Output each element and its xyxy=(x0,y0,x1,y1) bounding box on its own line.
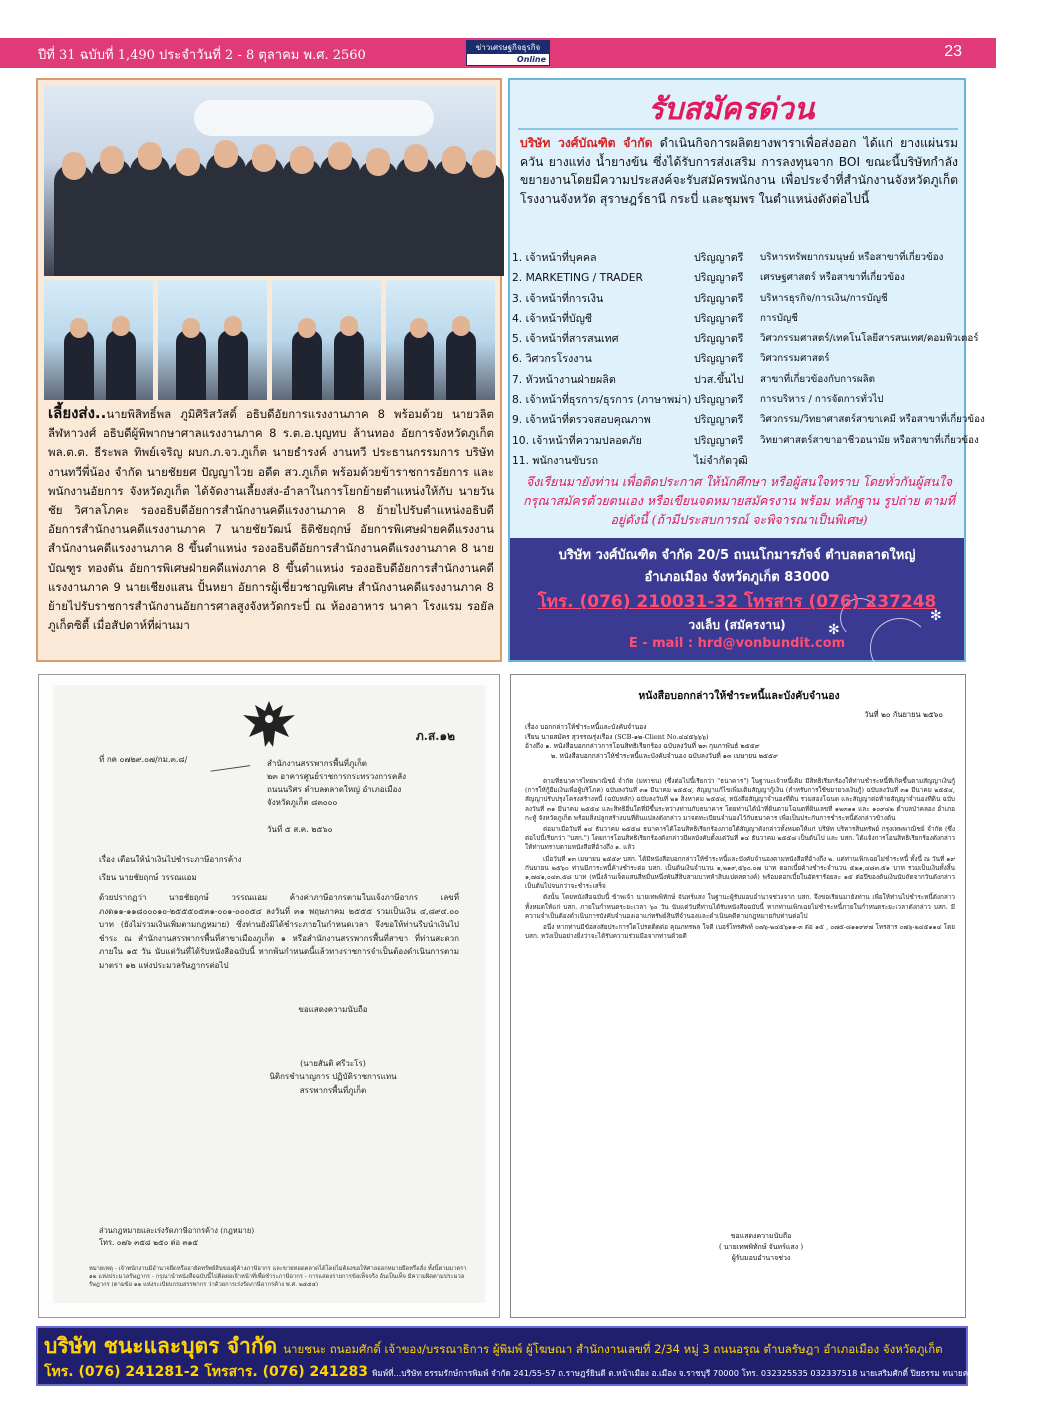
signature-block xyxy=(253,1003,413,1097)
title-divider xyxy=(518,128,958,130)
page-header xyxy=(0,38,996,68)
position-name: 9. เจ้าหน้าที่ตรวจสอบคุณภาพ xyxy=(512,413,651,427)
position-degree: ปริญญาตรี xyxy=(694,393,744,407)
letter-notes: หมายเหตุ - เจ้าพนักงานมีอำนาจยึดหรืออายัดทรัพย์สินของผู้ค้างภาษีอากร และขายทอดตลาดได้โดยไม่ต้องขอให้ศาลออกหมายยึดหรือสั่ง ทั้งนี้ตามมาตรา ๑๒ แห่งประมวลรัษฎากร - กรุณานำหนังสือฉบับนี้ไปติดต่อเจ้าหน้าที่เพื่อชำระภาษีอากร - การแสดงรายการข้อเท็จจริง อันเป็นเท็จ มีความผิดตามประมวลรัษฎากร (ตามข้อ ๑๑ แห่งระเบียบกรมสรรพากร ว่าด้วยการเร่งรัดภาษีอากรค้าง พ.ศ. ๒๕๕๕) xyxy=(89,1266,467,1288)
position-degree: ปริญญาตรี xyxy=(694,311,744,325)
small-photo xyxy=(272,280,381,400)
position-name: 5. เจ้าหน้าที่สารสนเทศ xyxy=(512,332,619,346)
position-field: บริหารทรัพยากรมนุษย์ หรือสาขาที่เกี่ยวข้อง xyxy=(760,252,944,263)
job-ad xyxy=(508,78,985,662)
list-item xyxy=(512,410,985,430)
small-photos xyxy=(44,280,496,400)
footer-phone: โทร. ๐๗๖ ๓๕๘ ๒๕๐ ต่อ ๓๑๕ xyxy=(99,1238,199,1247)
list-item xyxy=(512,349,964,369)
position-degree: ปริญญาตรี xyxy=(694,413,744,427)
caption-text: นายพิสิทธิ์พล ภูมิศิริสวัสดิ์ อธิบดีอัยการแรงงานภาค 8 พร้อมด้วย นายวลิต ลีฬหาวงศ์ อธิบดีผู้พิพากษาศาลแรงงานภาค 8 ร.ต.อ.บุญทบ ล้านทอง อัยการจังหวัดภูเก็ต พล.ต.ต. ธีระพล ทิพย์เจริญ ผบก.ภ.จว.ภูเก็ต นายธำรงค์ งานทวี ประธานกรรมการ บริษัท งานทวีพี่น้อง จำกัด นายชัยยศ ปัญญาไวย อดีต สว.ภูเก็ต พร้อมด้วยข้าราชการอัยการ และพนักงานอัยการ จังหวัดภูเก็ต ได้จัดงานเลี้ยงส่ง-อำลาในการโยกย้ายตำแหน่งให้กับ นายวันชัย วิศาลโภคะ รองอธิบดีอัยการสำนักงานคดีแรงงานภาค 8 ย้ายไปรับตำแหน่งอธิบดีอัยการสำนักงานคดีแรงงานภาค 7 นายชัยวัฒน์ ธิติชัยฤกษ์ อัยการพิเศษฝ่ายคดีแรงงาน สำนักงานคดีแรงงานภาค 8 ขึ้นตำแหน่ง รองอธิบดีอัยการสำนักงานคดีแรงงานภาค 8 นายบัณฑูร ทองตัน อัยการพิเศษฝ่ายคดีแพ่งภาค 8 ขึ้นตำแหน่ง รองอธิบดีอัยการสำนักงานคดีแรงงานภาค 9 นายเชียงแสน ปั้นหยา อัยการผู้เชี่ยวชาญพิเศษ สำนักงานคดีแรงงานภาค 8 ย้ายไปรับราชการสำนักงานอัยการศาลสูงจังหวัดกระบี่ ณ ห้องอาหาร นาคา โรงแรม รอยัลภูเก็ตซิตี้ เมื่อสัปดาห์ที่ผ่านมา xyxy=(48,407,494,633)
star-decoration: ✻ xyxy=(828,622,840,638)
demand-letter-body xyxy=(525,777,955,1217)
publisher-phone: โทร. (076) 241281-2 โทรสาร. (076) 241283 xyxy=(44,1364,368,1380)
list-item xyxy=(512,431,979,451)
signer-title: นิติกรชำนาญการ ปฏิบัติราชการแทน xyxy=(269,1072,397,1081)
logo-title: ข่าวเศรษฐกิจธุรกิจ xyxy=(467,41,549,54)
photo-caption xyxy=(48,404,494,654)
tax-letter xyxy=(38,674,500,1318)
job-ad-intro xyxy=(520,134,958,246)
address-line: จังหวัดภูเก็ต ๘๓๐๐๐ xyxy=(267,798,338,807)
ref-line: อ้างถึง ๑. หนังสือบอกกล่าวการโอนสิทธิเรียกร้อง ฉบับลงวันที่ ๒๓ กุมภาพันธ์ ๒๕๕๙ xyxy=(525,742,760,751)
small-photo xyxy=(44,280,153,400)
job-ad-title: รับสมัครด่วน xyxy=(648,92,815,127)
position-degree: ปริญญาตรี xyxy=(694,332,744,346)
position-name: 2. MARKETING / TRADER xyxy=(512,271,643,285)
contact-person: วงเล็บ (สมัครงาน) xyxy=(688,618,786,632)
position-degree: ปริญญาตรี xyxy=(694,352,744,366)
page-number: 23 xyxy=(944,43,962,60)
list-item xyxy=(512,268,964,288)
list-item xyxy=(512,390,964,410)
positions-list xyxy=(512,248,985,471)
demand-letter-header xyxy=(525,723,955,761)
signer-name: (นายสันติ ศรีวะโร) xyxy=(300,1058,366,1068)
position-field: สาขาที่เกี่ยวข้องกับการผลิต xyxy=(760,373,875,385)
position-degree: ปริญญาตรี xyxy=(694,291,744,305)
letter-footer xyxy=(99,1225,459,1249)
list-item xyxy=(512,451,964,471)
newspaper-logo xyxy=(466,40,550,66)
paragraph: เมื่อวันที่ ๑๓ เมษายน ๒๕๕๙ บสก. ได้มีหนังสือบอกกล่าวให้ชำระหนี้และบังคับจำนองตามหนังสือที่อ้างถึง ๒. แต่ท่านเพิกเฉยไม่ชำระหนี้ ทั้งนี้ ณ วันที่ ๑๙ กันยายน ๒๕๖๐ ท่านมีภาระหนี้ค้างชำระต่อ บสก. เป็นต้นเงินจำนวน ๑,๒๑๙,๕๖๐.๐๗ บาท ดอกเบี้ยค้างชำระจำนวน ๕๒๑,๔๘๓.๕๑ บาท รวมเป็นเงินทั้งสิ้น ๑,๗๔๑,๐๔๓.๕๘ บาท (หนึ่งล้านเจ็ดแสนสี่หมื่นหนึ่งพันสี่สิบสามบาทห้าสิบแปดสตางค์) พร้อมดอกเบี้ยในอัตราร้อยละ ๑๕ ต่อปีของต้นเงินนับถัดจากวันดังกล่าวเป็นต้นไปจนกว่าจะชำระเสร็จ xyxy=(525,854,955,891)
demand-signature-block xyxy=(681,1231,841,1264)
position-field: วิศวกรรม/วิทยาศาสตร์สาขาเคมี หรือสาขาที่เกี่ยวข้อง xyxy=(760,414,985,426)
letter-ref: ที่ กค ๐๗๒๙.๐๗/กม.๓.๘/ xyxy=(99,755,188,764)
banner-line-2 xyxy=(44,1361,1043,1383)
job-ad-invitation: จึงเรียนมายังท่าน เพื่อติดประกาศ ให้นักศึกษา หรือผู้สนใจทราบ โดยทั่วกันผู้สนใจกรุณาสมัครด้วยตนเอง หรือเขียนจดหมายสมัครงาน พร้อม หลักฐาน รูปถ่าย ตามที่อยู่ดังนี้ (ถ้ามีประสบการณ์ จะพิจารณาเป็นพิเศษ) xyxy=(523,474,955,527)
group-photo xyxy=(44,86,496,276)
demand-letter-title: หนังสือบอกกล่าวให้ชำระหนี้และบังคับจำนอง xyxy=(638,690,840,702)
paragraph: ต่อมาเมื่อวันที่ ๑๔ ธันวาคม ๒๕๕๘ ธนาคารได้โอนสิทธิเรียกร้องภายใต้สัญญาดังกล่าวทั้งหมดให้แก่ บริษัท บริหารสินทรัพย์ กรุงเทพพาณิชย์ จำกัด (ซึ่งต่อไปนี้เรียกว่า "บสก.") โดยการโอนสิทธิเรียกร้องดังกล่าวมีผลบังคับตั้งแต่วันที่ ๑๔ ธันวาคม ๒๕๕๘ เป็นต้นไป และ บสก. ได้แจ้งการโอนสิทธิเรียกร้องดังกล่าวให้ท่านทราบตามหนังสือที่อ้างถึง ๑. แล้ว xyxy=(525,825,955,852)
closing: ขอแสดงความนับถือ xyxy=(298,1005,368,1014)
contact-district: อำเภอเมือง จังหวัดภูเก็ต 83000 xyxy=(644,570,830,585)
signer-name: ( นายเทพพิทักษ์ จันทร์แสง ) xyxy=(718,1243,804,1251)
publisher-banner xyxy=(36,1326,1043,1386)
signer-office: สรรพากรพื้นที่ภูเก็ต xyxy=(299,1085,367,1095)
garuda-emblem-icon xyxy=(239,697,299,751)
event-banner xyxy=(194,100,434,136)
list-item xyxy=(512,248,964,268)
star-decoration: ✻ xyxy=(930,608,942,624)
position-name: 10. เจ้าหน้าที่ความปลอดภัย xyxy=(512,433,642,447)
position-name: 3. เจ้าหน้าที่การเงิน xyxy=(512,291,604,305)
caption-lead: เลี้ยงส่ง.. xyxy=(48,404,107,422)
issue-line: ปีที่ 31 ฉบับที่ 1,490 ประจำวันที่ 2 - 8 ตุลาคม พ.ศ. 2560 xyxy=(38,48,366,63)
contact-phone: โทร. (076) 210031-32 โทรสาร (076) 237248 xyxy=(537,592,937,612)
contact-company: บริษัท วงศ์บัณฑิต จำกัด 20/5 ถนนโกมารภัจจ์ ตำบลตลาดใหญ่ xyxy=(558,548,916,563)
handwritten-mark xyxy=(208,746,250,771)
letter-date: วันที่ ๕ ส.ค. ๒๕๖๐ xyxy=(267,825,333,834)
printer-info: พิมพ์ที่...บริษัท ธรรมรักษ์การพิมพ์ จำกัด 241/55-57 ถ.ราษฎร์ยินดี ต.หน้าเมือง อ.เมือง จ.ราชบุรี 70000 โทร. 032325535 032337518 นายเสริมศักดิ์ ปิยธรรม ทนายความที่ปรึกษากฎหมาย xyxy=(371,1368,1043,1378)
address-line: ๒๓ อาคารศูนย์ราชการกระทรวงการคลัง xyxy=(267,772,407,781)
logo-online: Online xyxy=(516,55,546,64)
list-item xyxy=(512,370,964,390)
ref-line: ๒. หนังสือบอกกล่าวให้ชำระหนี้และบังคับจำนอง ฉบับลงวันที่ ๑๓ เมษายน ๒๕๕๙ xyxy=(551,751,778,760)
address-line: ถนนนริศร ตำบลตลาดใหญ่ อำเภอเมือง xyxy=(267,785,402,794)
position-name: 8. เจ้าหน้าที่ธุรการ/ธุรการ (ภาษาพม่า) xyxy=(512,393,692,407)
position-field: วิศวกรรมศาสตร์ xyxy=(760,353,830,365)
office-address xyxy=(267,757,406,809)
position-name: 11. พนักงานขับรถ xyxy=(512,453,599,467)
position-name: 1. เจ้าหน้าที่บุคคล xyxy=(512,251,597,264)
letter-body: ด้วยปรากฏว่า นายชัยฤกษ์ วรรณแอม ค้างค่าภาษีอากรตามใบแจ้งภาษีอากร เลขที่ ภงด๑๑-๑๑๘๐๐๐๑๐-๒๕๕๕๐๕๓๑-๐๐๑-๐๐๐๕๔ ลงวันที่ ๓๑ พฤษภาคม ๒๕๕๕ รวมเป็นเงิน ๔,๘๙๔.๐๐ บาท (ยังไม่รวมเงินเพิ่มตามกฎหมาย) ซึ่งท่านยังมิได้ชำระภายในกำหนดเวลา จึงขอให้ท่านรีบนำเงินไปชำระ ณ สำนักงานสรรพากรพื้นที่สาขาเมืองภูเก็ต ๑ หรือสำนักงานสรรพากรพื้นที่สาขา ที่ท่านสะดวก ภายใน ๑๕ วัน นับแต่วันที่ได้รับหนังสือฉบับนี้ หากพ้นกำหนดนี้แล้วทางราชการจำเป็นต้องดำเนินการตามมาตรา ๑๒ แห่งประมวลรัษฎากรต่อไป xyxy=(99,893,459,970)
paragraph: ตามที่ธนาคารไทยพาณิชย์ จำกัด (มหาชน) (ซึ่งต่อไปนี้เรียกว่า "ธนาคาร") ในฐานะเจ้าหนี้เดิม มีสิทธิเรียกร้องให้ท่านชำระหนี้ที่เกิดขึ้นตามสัญญาเงินกู้ (การให้กู้ยืมเงินเพื่อผู้บริโภค) ฉบับลงวันที่ ๓๑ มีนาคม ๒๕๕๔, สัญญาแก้ไขเพิ่มเติมสัญญากู้เงิน (สำหรับการใช้ขยายวงเงินกู้) ฉบับลงวันที่ ๓๑ มีนาคม ๒๕๕๔, สัญญาปรับปรุงโครงสร้างหนี้ (ฉบับหลัก) ฉบับลงวันที่ ๒๑ สิงหาคม ๒๕๕๘, หนังสือสัญญาจำนองที่ดิน รวมสองโฉนด และสัญญาต่อท้ายสัญญาจำนองที่ดิน ฉบับลงวันที่ ๓๑ มีนาคม ๒๕๕๔ และสิทธิอื่นใดที่มีขึ้นระหว่างท่านกับธนาคาร โดยท่านได้นำที่ดินตามโฉนดที่ดินเลขที่ ๑๒๓๑๑ และ ๑๐๙๔๒ ตำบลป่าคลอง อำเภอกะทู้ จังหวัดภูเก็ต พร้อมสิ่งปลูกสร้างบนที่ดินแปลงดังกล่าว มาจดทะเบียนจำนองไว้กับธนาคาร เพื่อเป็นประกันการชำระหนี้ดังกล่าวข้างต้น xyxy=(525,777,955,822)
position-degree: ปริญญาตรี xyxy=(694,271,744,285)
small-photo xyxy=(158,280,267,400)
demand-letter-date: วันที่ ๒๐ กันยายน ๒๕๖๐ xyxy=(864,710,943,719)
closing: ขอแสดงความนับถือ xyxy=(730,1232,792,1240)
letter-recipient: เรียน นายชัยฤกษ์ วรรณแอม xyxy=(99,873,197,882)
position-field: การบริหาร / การจัดการทั่วไป xyxy=(760,394,884,406)
list-item xyxy=(512,329,979,349)
position-field: เศรษฐศาสตร์ หรือสาขาที่เกี่ยวข้อง xyxy=(760,272,905,284)
position-name: 4. เจ้าหน้าที่บัญชี xyxy=(512,311,593,325)
list-item xyxy=(512,289,964,309)
position-degree: ไม่จำกัดวุฒิ xyxy=(694,453,748,467)
subject-line: เรื่อง บอกกล่าวให้ชำระหนี้และบังคับจำนอง xyxy=(525,723,647,731)
demand-letter xyxy=(510,674,966,1318)
intro-text: ดำเนินกิจการผลิตยางพาราเพื่อส่งออก ได้แก่ ยางแผ่นรมควัน ยางแท่ง น้ำยางข้น ซึ่งได้รับการส่งเสริม การลงทุนจาก BOI ขณะนี้บริษัทกำลังขยายงานโดยมีความประสงค์จะรับสมัครพนักงาน เพื่อประจำที่สำนักงานจังหวัดภูเก็ต โรงงานจังหวัด สุราษฎร์ธานี กระบี่ และชุมพร ในตำแหน่งดังต่อไปนี้ xyxy=(520,136,958,206)
banner-line-1 xyxy=(44,1330,943,1363)
letter-subject: เรื่อง เตือนให้นำเงินไปชำระภาษีอากรค้าง xyxy=(99,855,242,864)
position-field: วิทยาศาสตร์สาขาอาชีวอนามัย หรือสาขาที่เกี่ยวข้อง xyxy=(760,434,979,446)
list-item xyxy=(512,309,964,329)
position-field: การบัญชี xyxy=(760,312,798,324)
position-name: 6. วิศวกรโรงงาน xyxy=(512,352,592,366)
job-ad-contact xyxy=(510,538,964,660)
small-photo xyxy=(386,280,495,400)
signer-role: ผู้รับมอบอำนาจช่วง xyxy=(731,1254,791,1262)
photo-story xyxy=(36,78,502,662)
footer-unit: ส่วนกฎหมายและเร่งรัดภาษีอากรค้าง (กฎหมาย) xyxy=(99,1226,255,1235)
publisher-company: บริษัท ชนะและบุตร จำกัด xyxy=(44,1334,278,1358)
paragraph: ดังนั้น โดยหนังสือฉบับนี้ ข้าพเจ้า นายเทพพิทักษ์ จันทร์แสง ในฐานะผู้รับมอบอำนาจช่วงจาก บสก. จึงขอเรียนมายังท่าน เพื่อให้ท่านไปชำระหนี้ดังกล่าวทั้งหมดให้แก่ บสก. ภายในกำหนดระยะเวลา ๖๐ วัน นับแต่วันที่ท่านได้รับหนังสือฉบับนี้ หากท่านเพิกเฉยไม่ชำระหนี้ภายในกำหนดระยะเวลาดังกล่าว บสก. มีความจำเป็นต้องดำเนินการบังคับจำนองเอาแก่ทรัพย์สินที่จำนองและดำเนินคดีตามกฎหมายกับท่านต่อไป xyxy=(525,893,955,920)
form-code: ภ.ส.๑๒ xyxy=(415,729,455,743)
publisher-detail: นายชนะ ถนอมศักดิ์ เจ้าของ/บรรณาธิการ ผู้พิมพ์ ผู้โฆษณา สำนักงานเลขที่ 2/34 หมู่ 3 ถนนอรุณ ตำบลรัษฎา อำเภอเมือง จังหวัดภูเก็ต xyxy=(283,1342,943,1356)
position-field: บริหารธุรกิจ/การเงิน/การบัญชี xyxy=(760,292,888,304)
paragraph: อนึ่ง หากท่านมีข้อสงสัยประการใดโปรดติดต่อ คุณภทรพล ใจดี เบอร์โทรศัพท์ ๐๗๖-๒๔๕๖๑๑-๓ ต่อ ๑๕ , ๐๗๕-๘๑๑๙๙๗ โทรสาร ๐๗๖-๒๔๕๑๑๔ โดย บสก. หวังเป็นอย่างยิ่งว่าจะได้รับความร่วมมือจากท่านด้วยดี xyxy=(525,923,955,941)
position-field: วิศวกรรมศาสตร์/เทคโนโลยีสารสนเทศ/คอมพิวเตอร์ xyxy=(760,333,979,345)
position-name: 7. หัวหน้างานฝ่ายผลิต xyxy=(512,372,616,386)
position-degree: ปวส.ขึ้นไป xyxy=(694,372,744,386)
to-line: เรียน นายสมัคร สุวรรณรุ่งเรือง (SCB-๑๒-Client No.๔๔๕๖๖๖) xyxy=(525,732,709,741)
position-degree: ปริญญาตรี xyxy=(694,251,744,264)
position-degree: ปริญญาตรี xyxy=(694,433,744,447)
tax-letter-page xyxy=(53,685,485,1303)
address-line: สำนักงานสรรพากรพื้นที่ภูเก็ต xyxy=(267,759,367,768)
contact-email: E - mail : hrd@vonbundit.com xyxy=(628,636,846,651)
company-name: บริษัท วงศ์บัณฑิต จำกัด xyxy=(520,136,653,150)
